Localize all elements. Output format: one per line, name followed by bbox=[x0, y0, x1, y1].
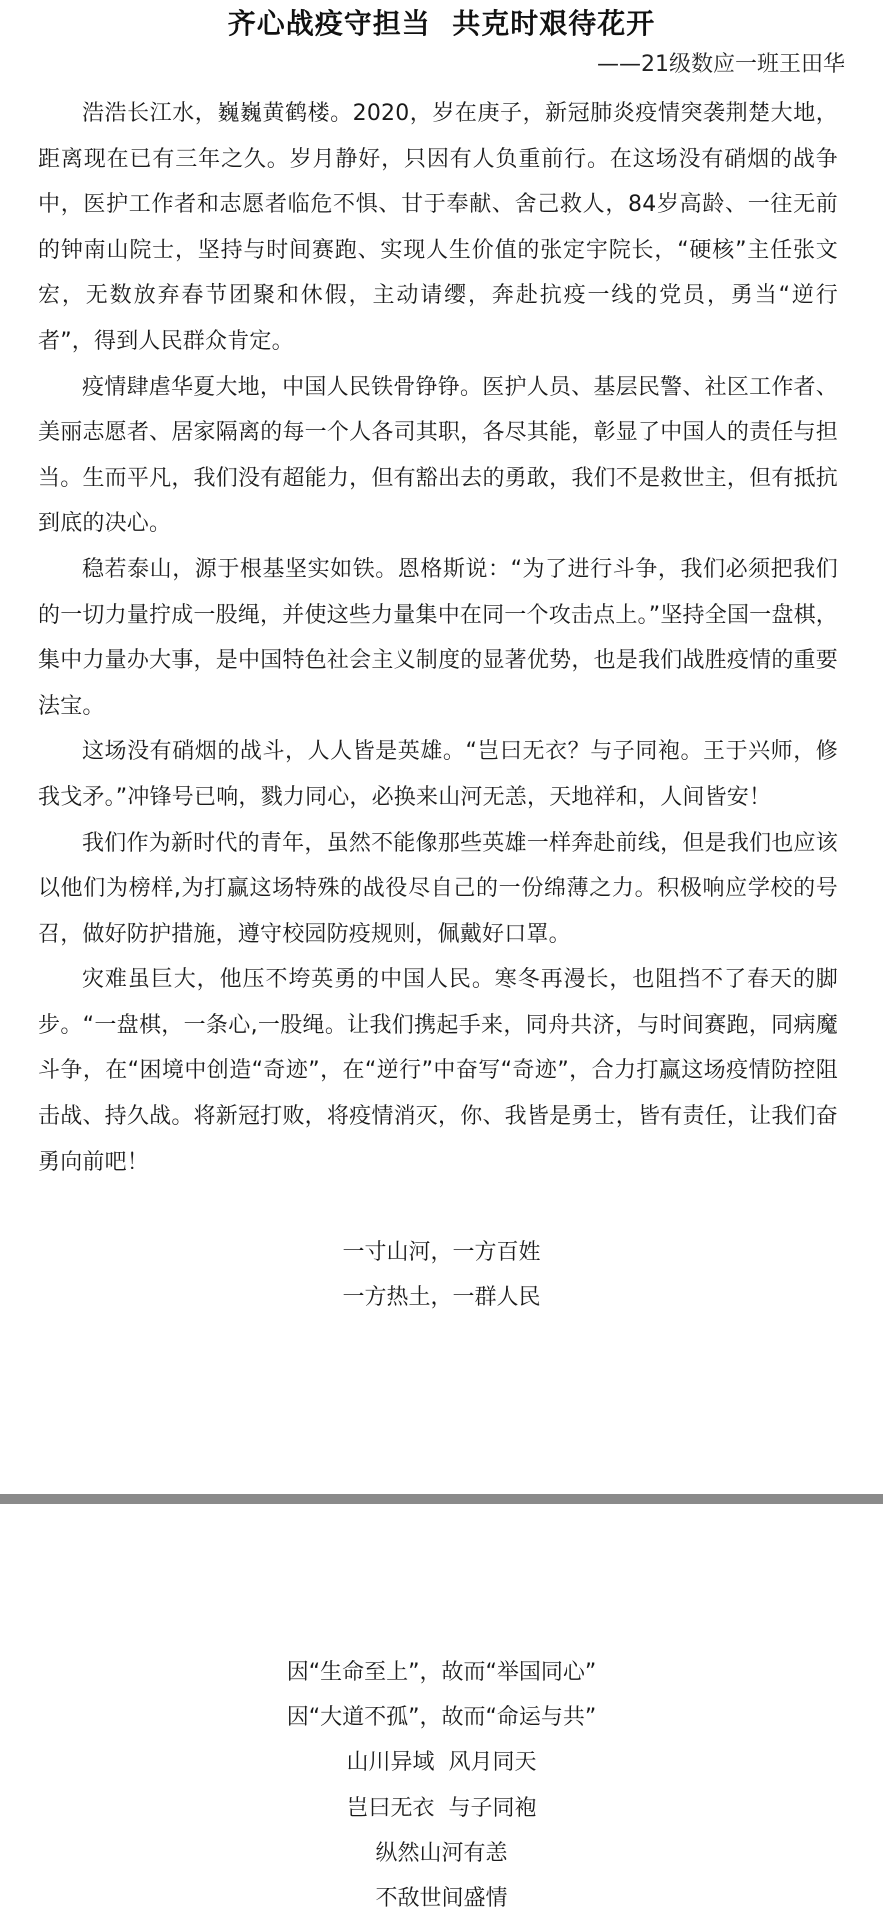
poem-line: 岂曰无衣 与子同袍 bbox=[346, 1795, 537, 1821]
poem-line: 因“大道不孤”，故而“命运与共” bbox=[286, 1705, 597, 1731]
poem-line: 纵然山河有恙 bbox=[375, 1840, 508, 1866]
paragraph-1: 浩浩长江水，巍巍黄鹤楼。2020，岁在庚子，新冠肺炎疫情突袭荆楚大地，距离现在已有三年之久。岁月静好，只因有人负重前行。在这场没有硝烟的战争中，医护工作者和志愿者临危不惧、甘于奉献、舍己救人，84岁高龄、一往无前的钟南山院士，坚持与时间赛跑、实现人生价值的张定宇院长，“硬核”主任张文宏，无数放弃春节团聚和休假，主动请缨，奔赴抗疫一线的党员，勇当“逆行者”，得到人民群众肯定。 bbox=[38, 101, 838, 354]
paragraph-5: 我们作为新时代的青年，虽然不能像那些英雄一样奔赴前线，但是我们也应该以他们为榜样,为打赢这场特殊的战役尽自己的一份绵薄之力。积极响应学校的号召，做好防护措施，遵守校园防疫规则，佩戴好口罩。 bbox=[38, 830, 838, 947]
closing-verse bbox=[0, 1230, 883, 1320]
paragraph-3: 稳若泰山，源于根基坚实如铁。恩格斯说：“为了进行斗争，我们必须把我们的一切力量拧成一股绳，并使这些力量集中在同一个攻击点上。”坚持全国一盘棋，集中力量办大事，是中国特色社会主义制度的显著优势，也是我们战胜疫情的重要法宝。 bbox=[38, 556, 838, 719]
essay-body bbox=[38, 91, 838, 1185]
paragraph-4: 这场没有硝烟的战斗，人人皆是英雄。“岂曰无衣？与子同袍。王于兴师，修我戈矛。”冲锋号已响，戮力同心，必换来山河无恙，天地祥和，人间皆安！ bbox=[38, 739, 838, 810]
closing-line: 一方热土，一群人民 bbox=[342, 1285, 541, 1310]
paragraph-6: 灾难虽巨大，他压不垮英勇的中国人民。寒冬再漫长，也阻挡不了春天的脚步。“一盘棋，一条心,一股绳。让我们携起手来，同舟共济，与时间赛跑，同病魔斗争，在“困境中创造“奇迹”，在“逆行”中奋写“奇迹”，合力打赢这场疫情防控阻击战、持久战。将新冠打败，将疫情消灭，你、我皆是勇士，皆有责任，让我们奋勇向前吧！ bbox=[38, 967, 838, 1175]
poem-line: 山川异域 风月同天 bbox=[346, 1750, 537, 1776]
paragraph-2: 疫情肆虐华夏大地，中国人民铁骨铮铮。医护人员、基层民警、社区工作者、美丽志愿者、居家隔离的每一个人各司其职，各尽其能，彰显了中国人的责任与担当。生而平凡，我们没有超能力，但有豁出去的勇敢，我们不是救世主，但有抵抗到底的决心。 bbox=[38, 374, 838, 537]
closing-line: 一寸山河，一方百姓 bbox=[342, 1240, 541, 1265]
poem-line: 不敌世间盛情 bbox=[375, 1886, 508, 1912]
poem-section bbox=[0, 1650, 883, 1921]
essay-title: 齐心战疫守担当 共克时艰待花开 bbox=[227, 7, 656, 40]
section-divider bbox=[0, 1494, 883, 1504]
poem-line: 因“生命至上”，故而“举国同心” bbox=[286, 1660, 597, 1685]
author-byline: ——21级数应一班王田华 bbox=[597, 52, 845, 77]
